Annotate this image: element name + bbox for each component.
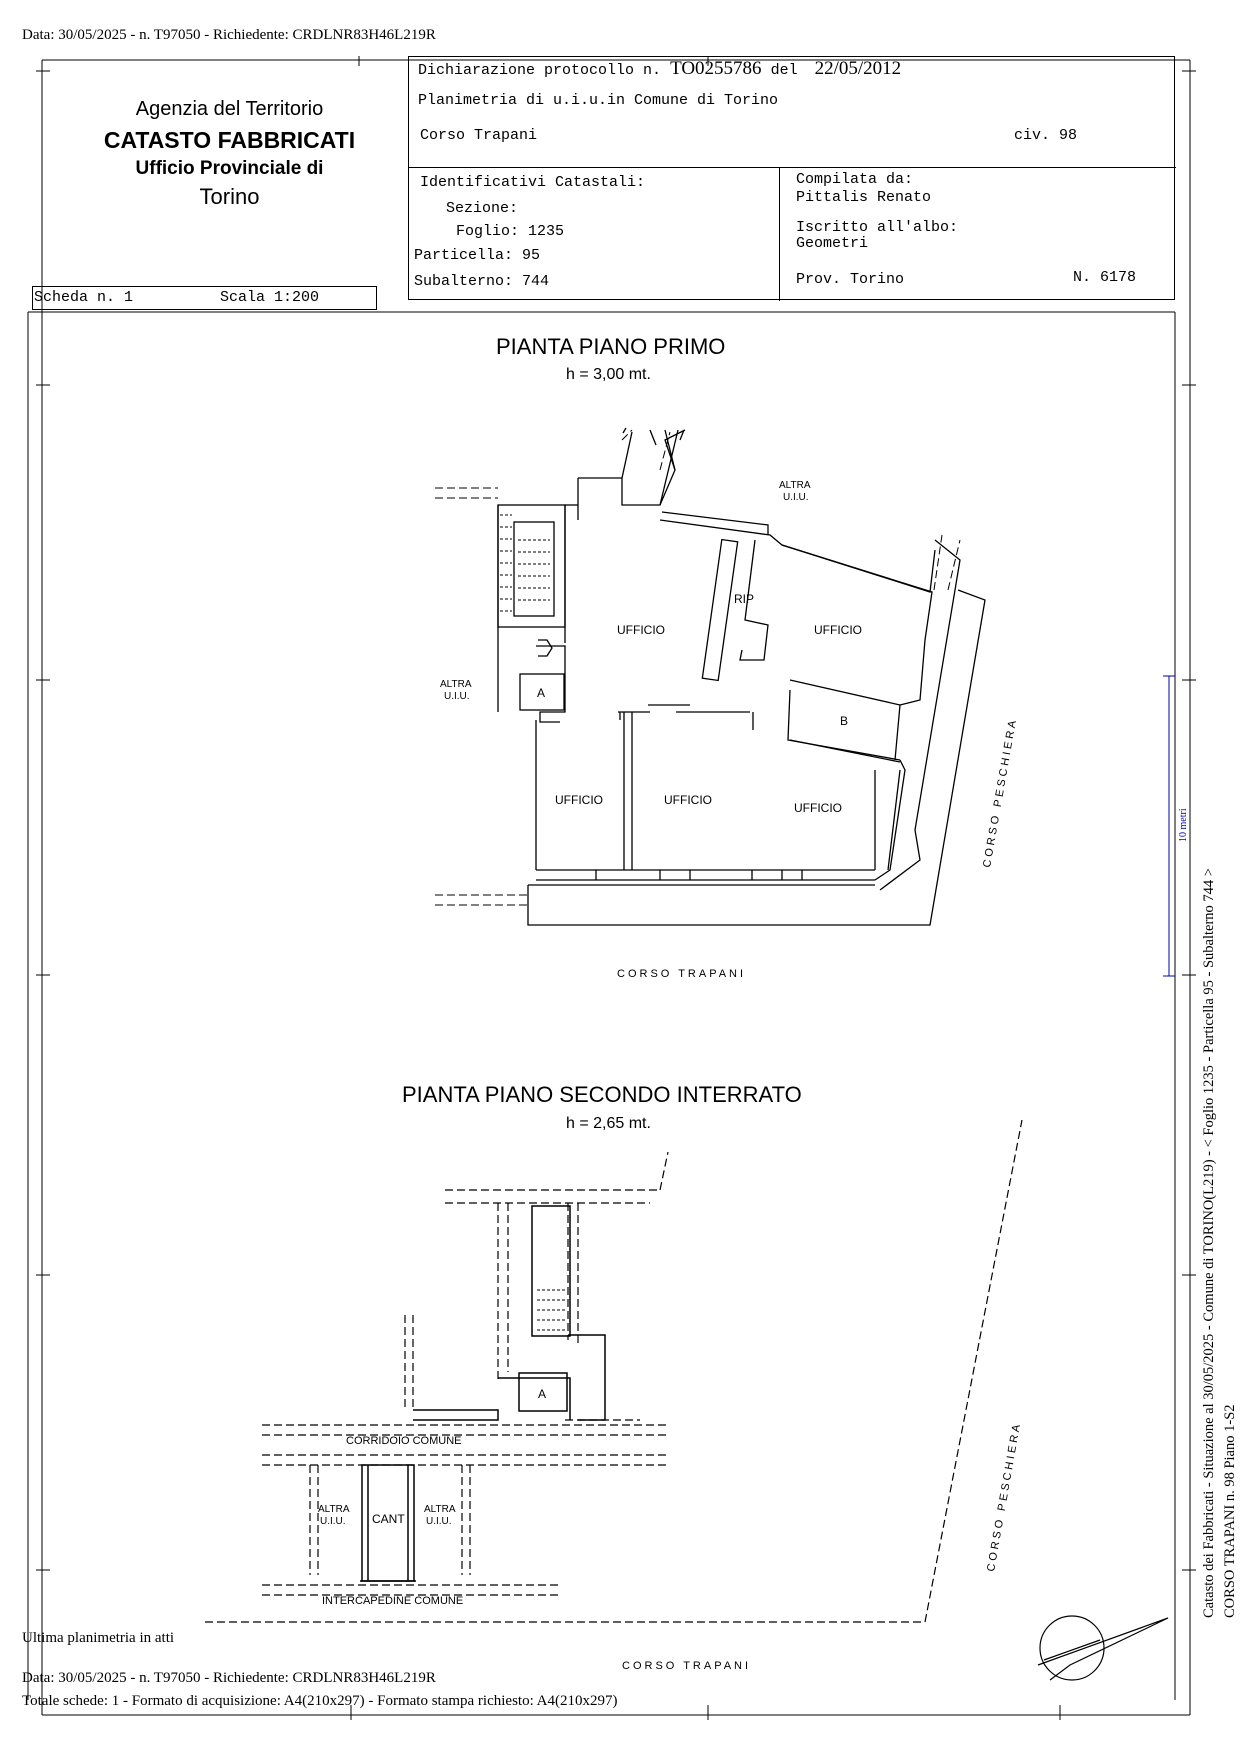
identificativi-title: Identificativi Catastali: [420, 174, 646, 191]
room-ufficio-5: UFFICIO [794, 801, 842, 815]
office-city: Torino [199, 184, 260, 209]
foglio: Foglio: 1235 [456, 223, 565, 240]
intercapedine-comune: INTERCAPEDINE COMUNE [322, 1595, 464, 1607]
plan2-room-a: A [538, 1387, 547, 1401]
plan2-street-peschiera: CORSO PESCHIERA [985, 1420, 1024, 1573]
sezione: Sezione: [446, 200, 519, 217]
altra-uiu-left-1: ALTRA [440, 679, 472, 690]
plan2-street-trapani: CORSO TRAPANI [622, 1660, 752, 1672]
compilata-name: Pittalis Renato [796, 189, 932, 206]
room-b: B [840, 714, 849, 728]
plan1-street-trapani: CORSO TRAPANI [617, 968, 747, 980]
plan1-title: PIANTA PIANO PRIMO [496, 334, 726, 359]
plan2-title: PIANTA PIANO SECONDO INTERRATO [402, 1082, 802, 1107]
room-ufficio-1: UFFICIO [617, 623, 665, 637]
plan1-height: h = 3,00 mt. [566, 366, 651, 383]
catasto-title: CATASTO FABBRICATI [103, 127, 356, 153]
corridoio-comune: CORRIDOIO COMUNE [346, 1435, 462, 1447]
room-ufficio-2: UFFICIO [814, 623, 862, 637]
plan2-altra-right-2: U.I.U. [426, 1516, 452, 1527]
plan2-altra-left-2: U.I.U. [320, 1516, 346, 1527]
altra-uiu-top-2: U.I.U. [783, 492, 809, 503]
plan2-height: h = 2,65 mt. [566, 1115, 651, 1132]
side-text-line2: CORSO TRAPANI n. 98 Piano 1-S2 [1222, 1404, 1238, 1618]
ufficio-label: Ufficio Provinciale di [135, 158, 324, 179]
protocol-label: Dichiarazione protocollo n. [418, 62, 662, 79]
footer-totale-schede: Totale schede: 1 - Formato di acquisizione: A4(210x297) - Formato stampa richiesto: A4(210x297) [22, 1693, 618, 1709]
agency-name: Agenzia del Territorio [135, 98, 324, 120]
altra-uiu-top-1: ALTRA [779, 480, 811, 491]
room-cant: CANT [372, 1512, 405, 1526]
compilata-label: Compilata da: [796, 171, 914, 188]
protocol-number: TO0255786 [670, 58, 762, 79]
iscrizione-number: N. 6178 [1073, 269, 1137, 286]
particella: Particella: 95 [414, 247, 541, 264]
scale-bar-label: 10 metri [1178, 808, 1189, 842]
plan2-altra-right-1: ALTRA [424, 1504, 456, 1515]
room-ufficio-4: UFFICIO [664, 793, 712, 807]
address-civ: civ. 98 [1014, 127, 1078, 144]
prov: Prov. Torino [796, 271, 905, 288]
planimetria-line: Planimetria di u.i.u.in Comune di Torino [418, 92, 779, 109]
subalterno: Subalterno: 744 [414, 273, 550, 290]
scheda-label: Scheda n. 1 [34, 289, 134, 306]
altra-uiu-left-2: U.I.U. [444, 691, 470, 702]
address-street: Corso Trapani [420, 127, 538, 144]
north-arrow-icon [1038, 1616, 1168, 1680]
protocol-del: del [770, 62, 798, 79]
top-request-line: Data: 30/05/2025 - n. T97050 - Richiedente: CRDLNR83H46L219R [22, 27, 436, 43]
room-rip: RIP [734, 592, 755, 606]
plan1-street-peschiera: CORSO PESCHIERA [981, 716, 1020, 869]
albo: Geometri [796, 235, 869, 252]
plan2-altra-left-1: ALTRA [318, 1504, 350, 1515]
ultima-planimetria: Ultima planimetria in atti [22, 1630, 175, 1646]
footer-request-line: Data: 30/05/2025 - n. T97050 - Richiedente: CRDLNR83H46L219R [22, 1670, 436, 1686]
scala-label: Scala 1:200 [220, 289, 320, 306]
room-a: A [537, 686, 546, 700]
side-text-line1: Catasto dei Fabbricati - Situazione al 30/05/2025 - Comune di TORINO(L219) - < Foglio 1235 - Particella 95 - Subalterno 744 > [1201, 868, 1217, 1618]
room-ufficio-3: UFFICIO [555, 793, 603, 807]
iscritto-label: Iscritto all'albo: [796, 219, 959, 236]
protocol-date: 22/05/2012 [814, 58, 902, 79]
